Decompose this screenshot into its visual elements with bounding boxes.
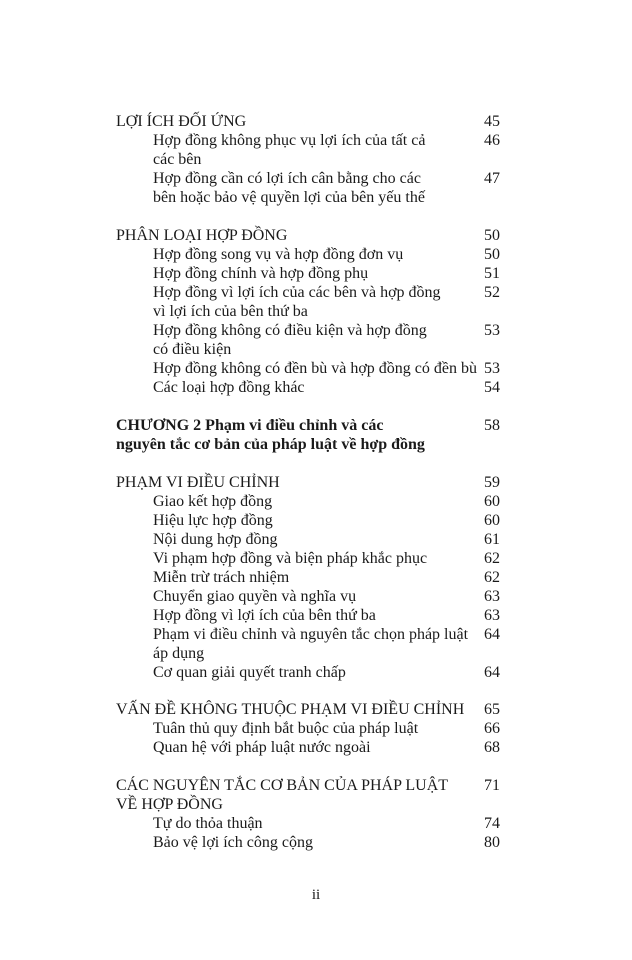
toc-entry-page-number: 54 <box>484 379 500 396</box>
toc-entry-line: Tuân thủ quy định bắt buộc của pháp luật <box>153 720 419 737</box>
toc-entry-line: Hợp đồng cần có lợi ích cân bằng cho các <box>153 170 421 187</box>
toc-entry-line: Phạm vi điều chỉnh và nguyên tắc chọn pháp luật <box>153 626 469 643</box>
toc-entry-page-number: 61 <box>484 531 500 548</box>
toc-entry-line: Hiệu lực hợp đồng <box>153 512 273 529</box>
chapter-title-line: nguyên tắc cơ bản của pháp luật về hợp đồng <box>116 436 425 453</box>
toc-entry-line: Giao kết hợp đồng <box>153 493 273 510</box>
toc-entry-line: Hợp đồng vì lợi ích của các bên và hợp đồng <box>153 284 441 301</box>
toc-entry-line: Bảo vệ lợi ích công cộng <box>153 834 313 851</box>
section-page-number: 65 <box>484 701 500 718</box>
toc-entry-line: các bên <box>153 151 202 168</box>
toc-entry-line: Miễn trừ trách nhiệm <box>153 569 290 586</box>
chapter-page-number: 58 <box>484 417 500 434</box>
toc-entry-page-number: 74 <box>484 815 500 832</box>
toc-entry-line: Hợp đồng không có đền bù và hợp đồng có đền bù <box>153 360 477 377</box>
toc-entry-page-number: 53 <box>484 360 500 377</box>
section-title: PHẠM VI ĐIỀU CHỈNH <box>116 474 280 491</box>
toc-entry-page-number: 60 <box>484 512 500 529</box>
section-title-line: CÁC NGUYÊN TẮC CƠ BẢN CỦA PHÁP LUẬT <box>116 777 449 794</box>
toc-entry-line: Quan hệ với pháp luật nước ngoài <box>153 739 371 756</box>
toc-entry-line: Chuyển giao quyền và nghĩa vụ <box>153 588 357 605</box>
toc-entry-page-number: 62 <box>484 550 500 567</box>
toc-entry-page-number: 64 <box>484 626 500 643</box>
toc-entry-line: Hợp đồng chính và hợp đồng phụ <box>153 265 369 282</box>
toc-entry-page-number: 60 <box>484 493 500 510</box>
section-page-number: 45 <box>484 113 500 130</box>
section-title: VẤN ĐỀ KHÔNG THUỘC PHẠM VI ĐIỀU CHỈNH <box>116 701 465 718</box>
toc-entry-page-number: 63 <box>484 607 500 624</box>
section-page-number: 59 <box>484 474 500 491</box>
toc-entry-line: Cơ quan giải quyết tranh chấp <box>153 664 346 681</box>
page-number: ii <box>311 887 321 903</box>
toc-entry-line: bên hoặc bảo vệ quyền lợi của bên yếu thế <box>153 189 425 206</box>
toc-entry-line: có điều kiện <box>153 341 232 358</box>
toc-entry-line: Hợp đồng không phục vụ lợi ích của tất cả <box>153 132 426 149</box>
toc-entry-page-number: 53 <box>484 322 500 339</box>
toc-entry-page-number: 66 <box>484 720 500 737</box>
section-page-number: 50 <box>484 227 500 244</box>
toc-entry-line: Vi phạm hợp đồng và biện pháp khắc phục <box>153 550 428 567</box>
toc-entry-page-number: 68 <box>484 739 500 756</box>
toc-entry-line: vì lợi ích của bên thứ ba <box>153 303 308 320</box>
toc-entry-page-number: 64 <box>484 664 500 681</box>
toc-entry-page-number: 51 <box>484 265 500 282</box>
toc-entry-page-number: 50 <box>484 246 500 263</box>
toc-entry-page-number: 47 <box>484 170 500 187</box>
toc-entry-page-number: 52 <box>484 284 500 301</box>
toc-entry-line: Các loại hợp đồng khác <box>153 379 305 396</box>
toc-entry-line: Nội dung hợp đồng <box>153 531 278 548</box>
chapter-title-line: CHƯƠNG 2 Phạm vi điều chỉnh và các <box>116 417 384 434</box>
toc-entry-line: Hợp đồng song vụ và hợp đồng đơn vụ <box>153 246 404 263</box>
section-title: LỢI ÍCH ĐỐI ỨNG <box>116 113 247 130</box>
section-title: PHÂN LOẠI HỢP ĐỒNG <box>116 227 288 244</box>
toc-entry-page-number: 46 <box>484 132 500 149</box>
toc-entry-page-number: 80 <box>484 834 500 851</box>
section-page-number: 71 <box>484 777 500 794</box>
section-title-line: VỀ HỢP ĐỒNG <box>116 796 223 813</box>
toc-entry-line: Hợp đồng không có điều kiện và hợp đồng <box>153 322 427 339</box>
toc-entry-page-number: 62 <box>484 569 500 586</box>
toc-entry-line: Tự do thỏa thuận <box>153 815 263 832</box>
toc-entry-line: áp dụng <box>153 645 205 662</box>
toc-entry-page-number: 63 <box>484 588 500 605</box>
toc-entry-line: Hợp đồng vì lợi ích của bên thứ ba <box>153 607 376 624</box>
